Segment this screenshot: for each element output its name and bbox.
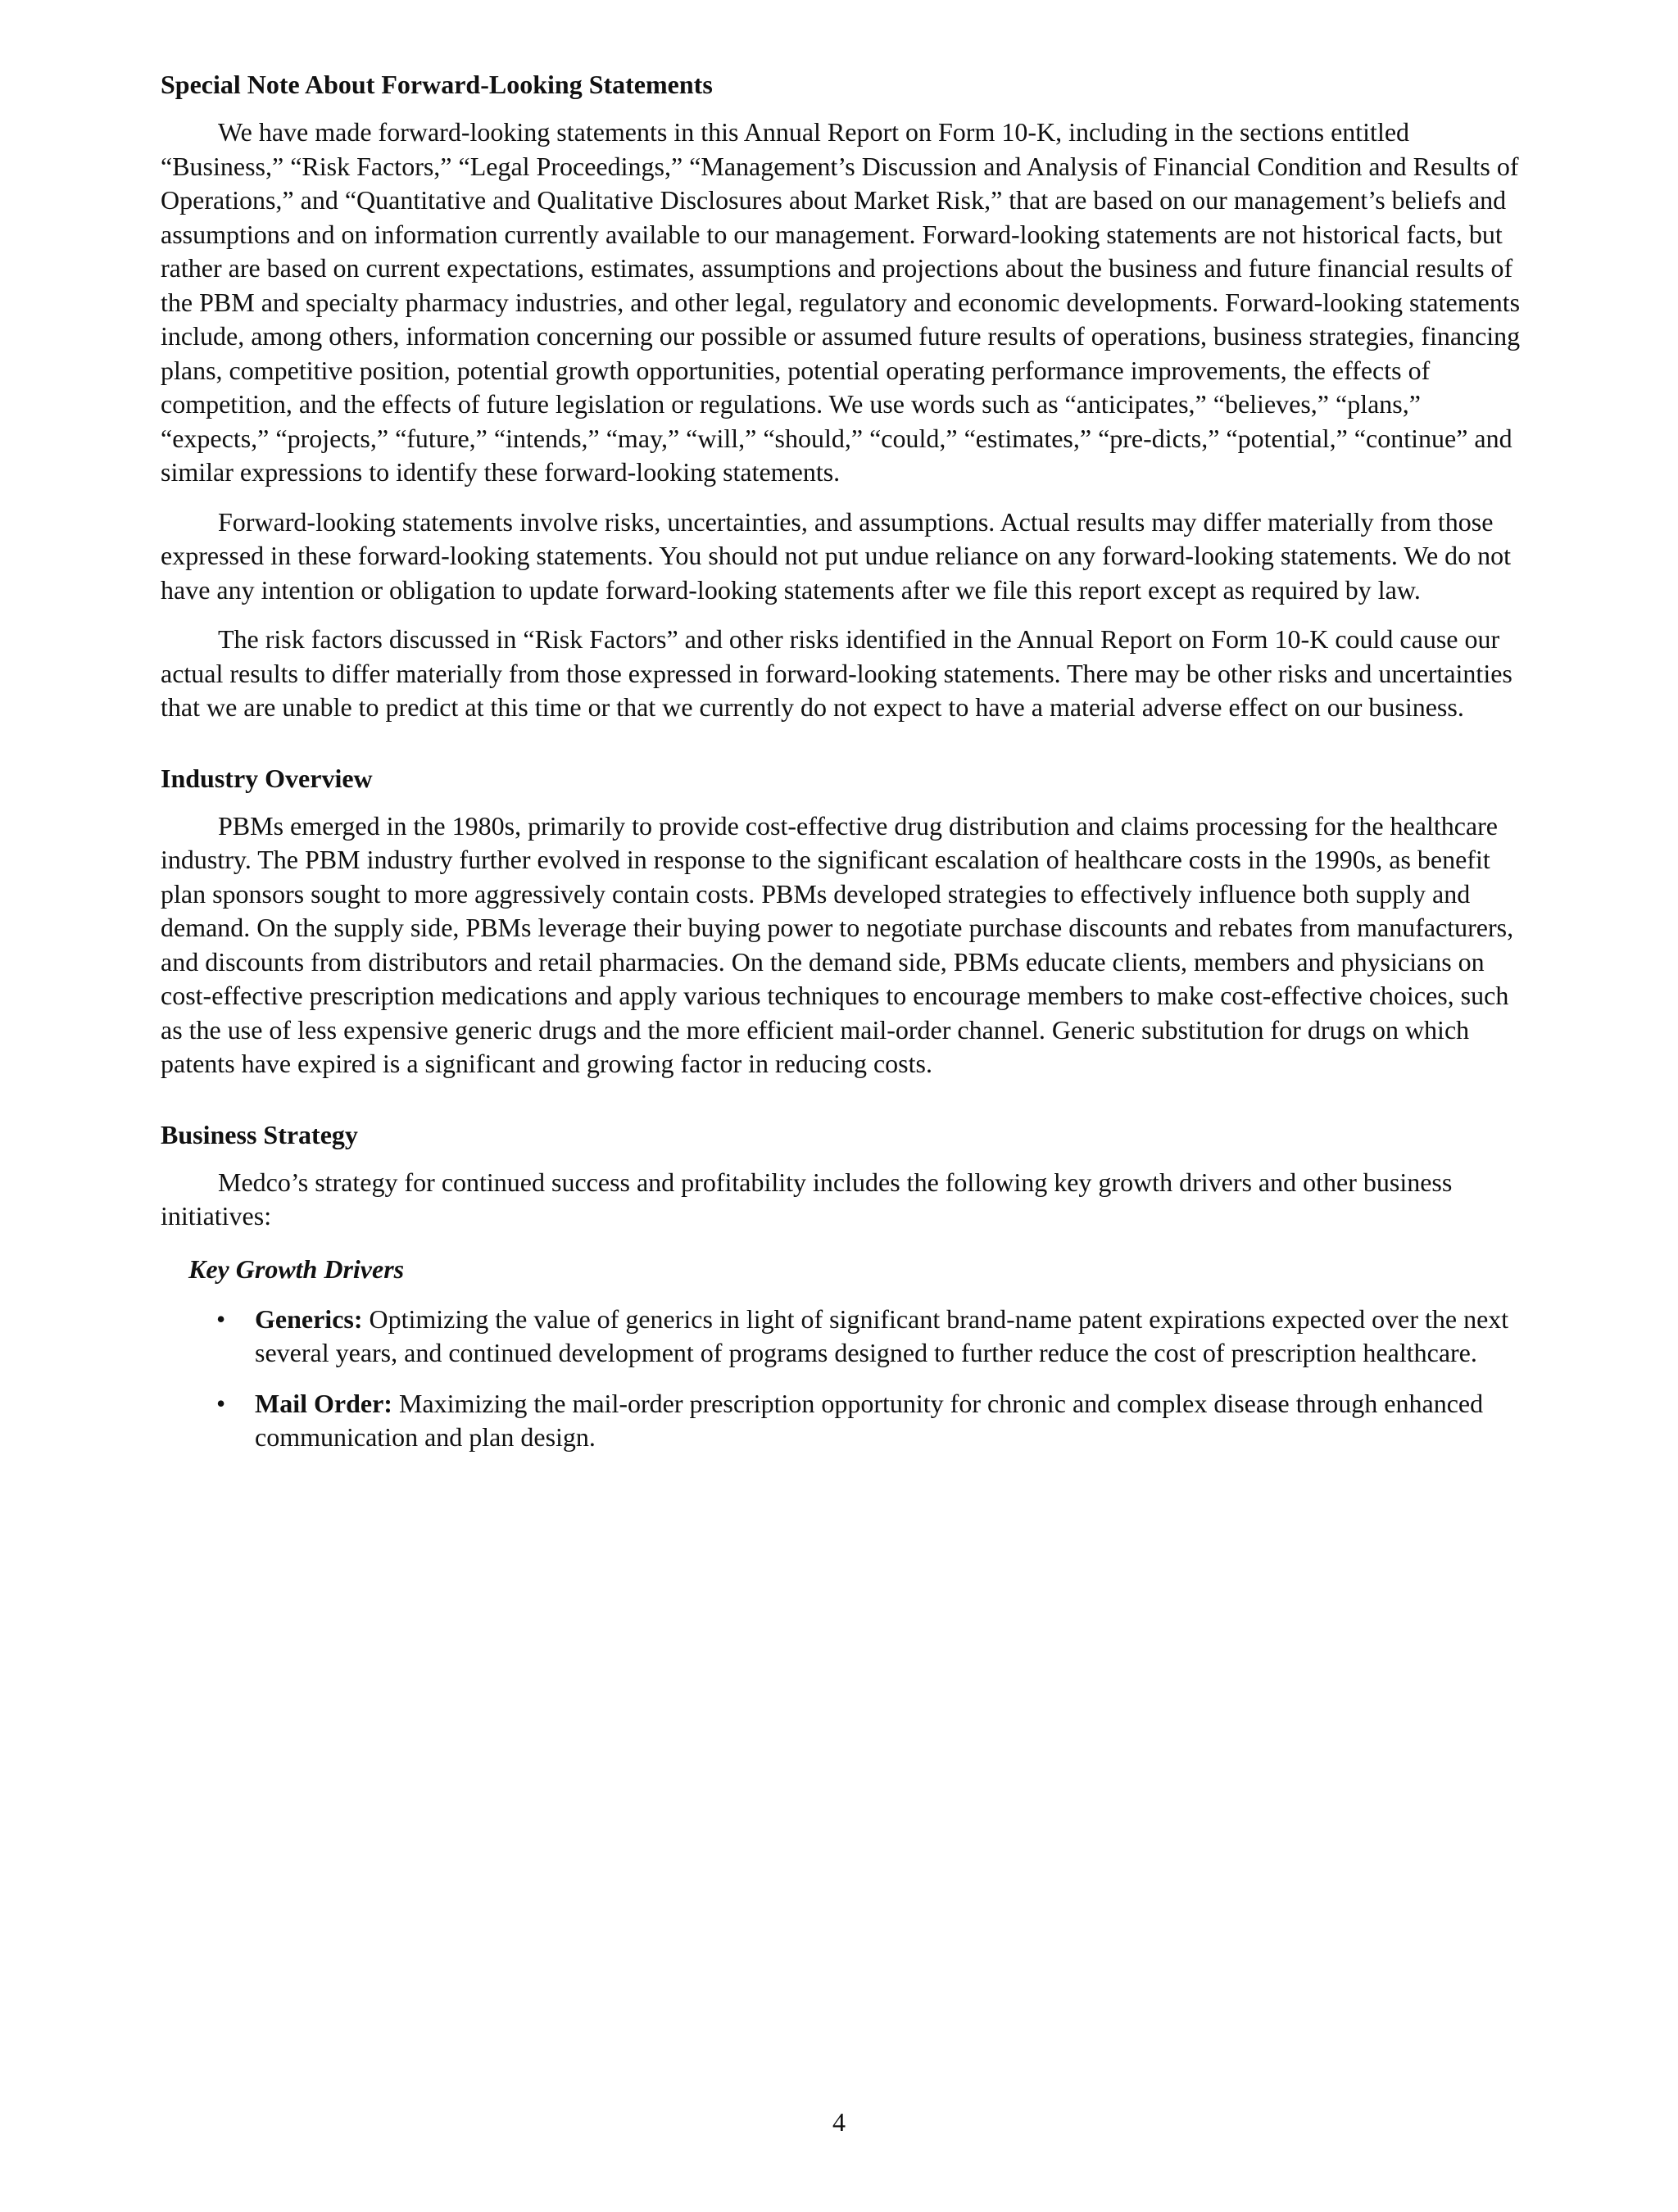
forward-looking-section [161, 67, 1521, 725]
bullet-text: Optimizing the value of generics in light of significant brand-name patent expirations expected over the next several years, and continued development of programs designed to further reduce the cost of prescription healthcare. [255, 1303, 1509, 1367]
list-item [161, 1387, 1521, 1455]
page-number: 4 [832, 2107, 846, 2137]
document-page [161, 67, 1521, 1471]
body-paragraph: The risk factors discussed in “Risk Factors” and other risks identified in the Annual Report on Form 10-K could cause our actual results to differ materially from those expressed in forward-looking statements. There may be other risks and uncertainties that we are unable to predict at this time or that we currently do not expect to have a material adverse effect on our business. [161, 624, 1512, 722]
bullet-term: Generics: [255, 1303, 370, 1334]
section-heading: Industry Overview [161, 763, 373, 793]
body-paragraph: Medco’s strategy for continued success and profitability includes the following key growth drivers and other business initiatives: [161, 1167, 1453, 1231]
section-spacer [161, 741, 1521, 761]
subsection-heading: Key Growth Drivers [188, 1253, 405, 1284]
body-paragraph: Forward-looking statements involve risks, uncertainties, and assumptions. Actual results may differ materially from those expressed in these forward-looking statements. You should not put undue reliance on any forward-looking statements. We do not have any intention or obligation to update forward-looking statements after we file this report except as required by law. [161, 506, 1512, 605]
body-paragraph: PBMs emerged in the 1980s, primarily to provide cost-effective drug distribution and claims processing for the healthcare industry. The PBM industry further evolved in response to the significant escalation of healthcare costs in the 1990s, as benefit plan sponsors sought to more aggressively contain costs. PBMs developed strategies to effectively influence both supply and demand. On the supply side, PBMs leverage their buying power to negotiate purchase discounts and rebates from manufacturers, and discounts from distributors and retail pharmacies. On the demand side, PBMs educate clients, members and physicians on cost-effective prescription medications and apply various techniques to encourage members to make cost-effective choices, such as the use of less expensive generic drugs and the more efficient mail-order channel. Generic substitution for drugs on which patents have expired is a significant and growing factor in reducing costs. [161, 810, 1514, 1078]
section-spacer [161, 1097, 1521, 1117]
bullet-text: Maximizing the mail-order prescription opportunity for chronic and complex disease through enhanced communication and plan design. [255, 1388, 1484, 1452]
bullet-icon: • [216, 1303, 226, 1334]
section-heading: Business Strategy [161, 1119, 358, 1149]
section-heading: Special Note About Forward-Looking Statements [161, 70, 713, 99]
industry-overview-section [161, 761, 1521, 1081]
body-paragraph: We have made forward-looking statements in this Annual Report on Form 10-K, including in the sections entitled “Business,” “Risk Factors,” “Legal Proceedings,” “Management’s Discussion and Analysis of Financial Condition and Results of Operations,” and “Quantitative and Qualitative Disclosures about Market Risk,” that are based on our management’s beliefs and assumptions and on information currently available to our management. Forward-looking statements are not historical facts, but rather are based on current expectations, estimates, assumptions and projections about the business and future financial results of the PBM and specialty pharmacy industries, and other legal, regulatory and economic developments. Forward-looking statements include, among others, information concerning our possible or assumed future results of operations, business strategies, financing plans, competitive position, potential growth opportunities, potential operating performance improvements, the effects of competition, and the effects of future legislation or regulations. We use words such as “anticipates,” “believes,” “plans,” “expects,” “projects,” “future,” “intends,” “may,” “will,” “should,” “could,” “estimates,” “pre-dicts,” “potential,” “continue” and similar expressions to identify these forward-looking statements. [161, 117, 1521, 487]
bullet-term: Mail Order: [255, 1388, 399, 1418]
bullet-icon: • [216, 1388, 226, 1418]
business-strategy-section [161, 1117, 1521, 1455]
list-item [161, 1303, 1521, 1371]
growth-drivers-list [161, 1303, 1521, 1455]
